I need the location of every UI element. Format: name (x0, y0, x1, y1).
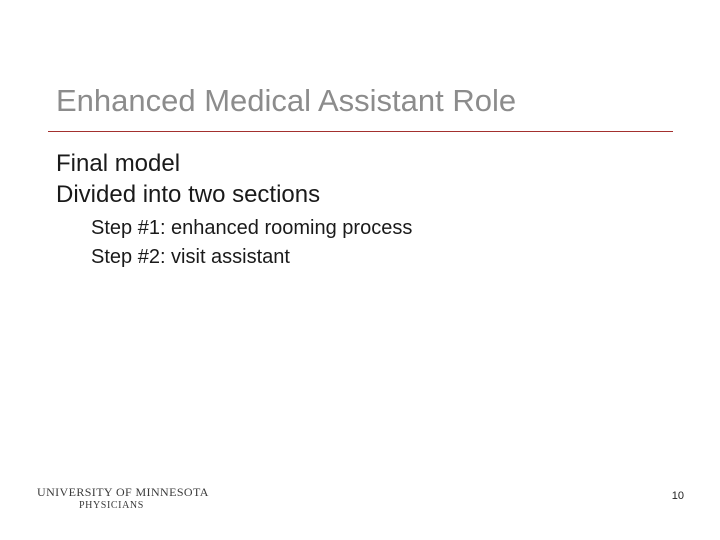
slide-title: Enhanced Medical Assistant Role (56, 83, 517, 118)
logo-subtitle: PHYSICIANS (79, 500, 144, 511)
bullet-item (56, 179, 412, 272)
university-logo (37, 485, 209, 513)
bullet-list (56, 148, 412, 272)
sub-bullet-item: Step #2: visit assistant (91, 246, 290, 268)
sub-bullet-item: Step #1: enhanced rooming process (91, 217, 413, 239)
sub-bullet-list (91, 214, 412, 272)
title-divider (48, 131, 673, 132)
page-number: 10 (671, 490, 684, 502)
logo-wordmark: UNIVERSITY OF MINNESOTA (37, 485, 209, 499)
bullet-item: Final model (56, 150, 181, 177)
bullet-text: Divided into two sections (56, 181, 321, 208)
